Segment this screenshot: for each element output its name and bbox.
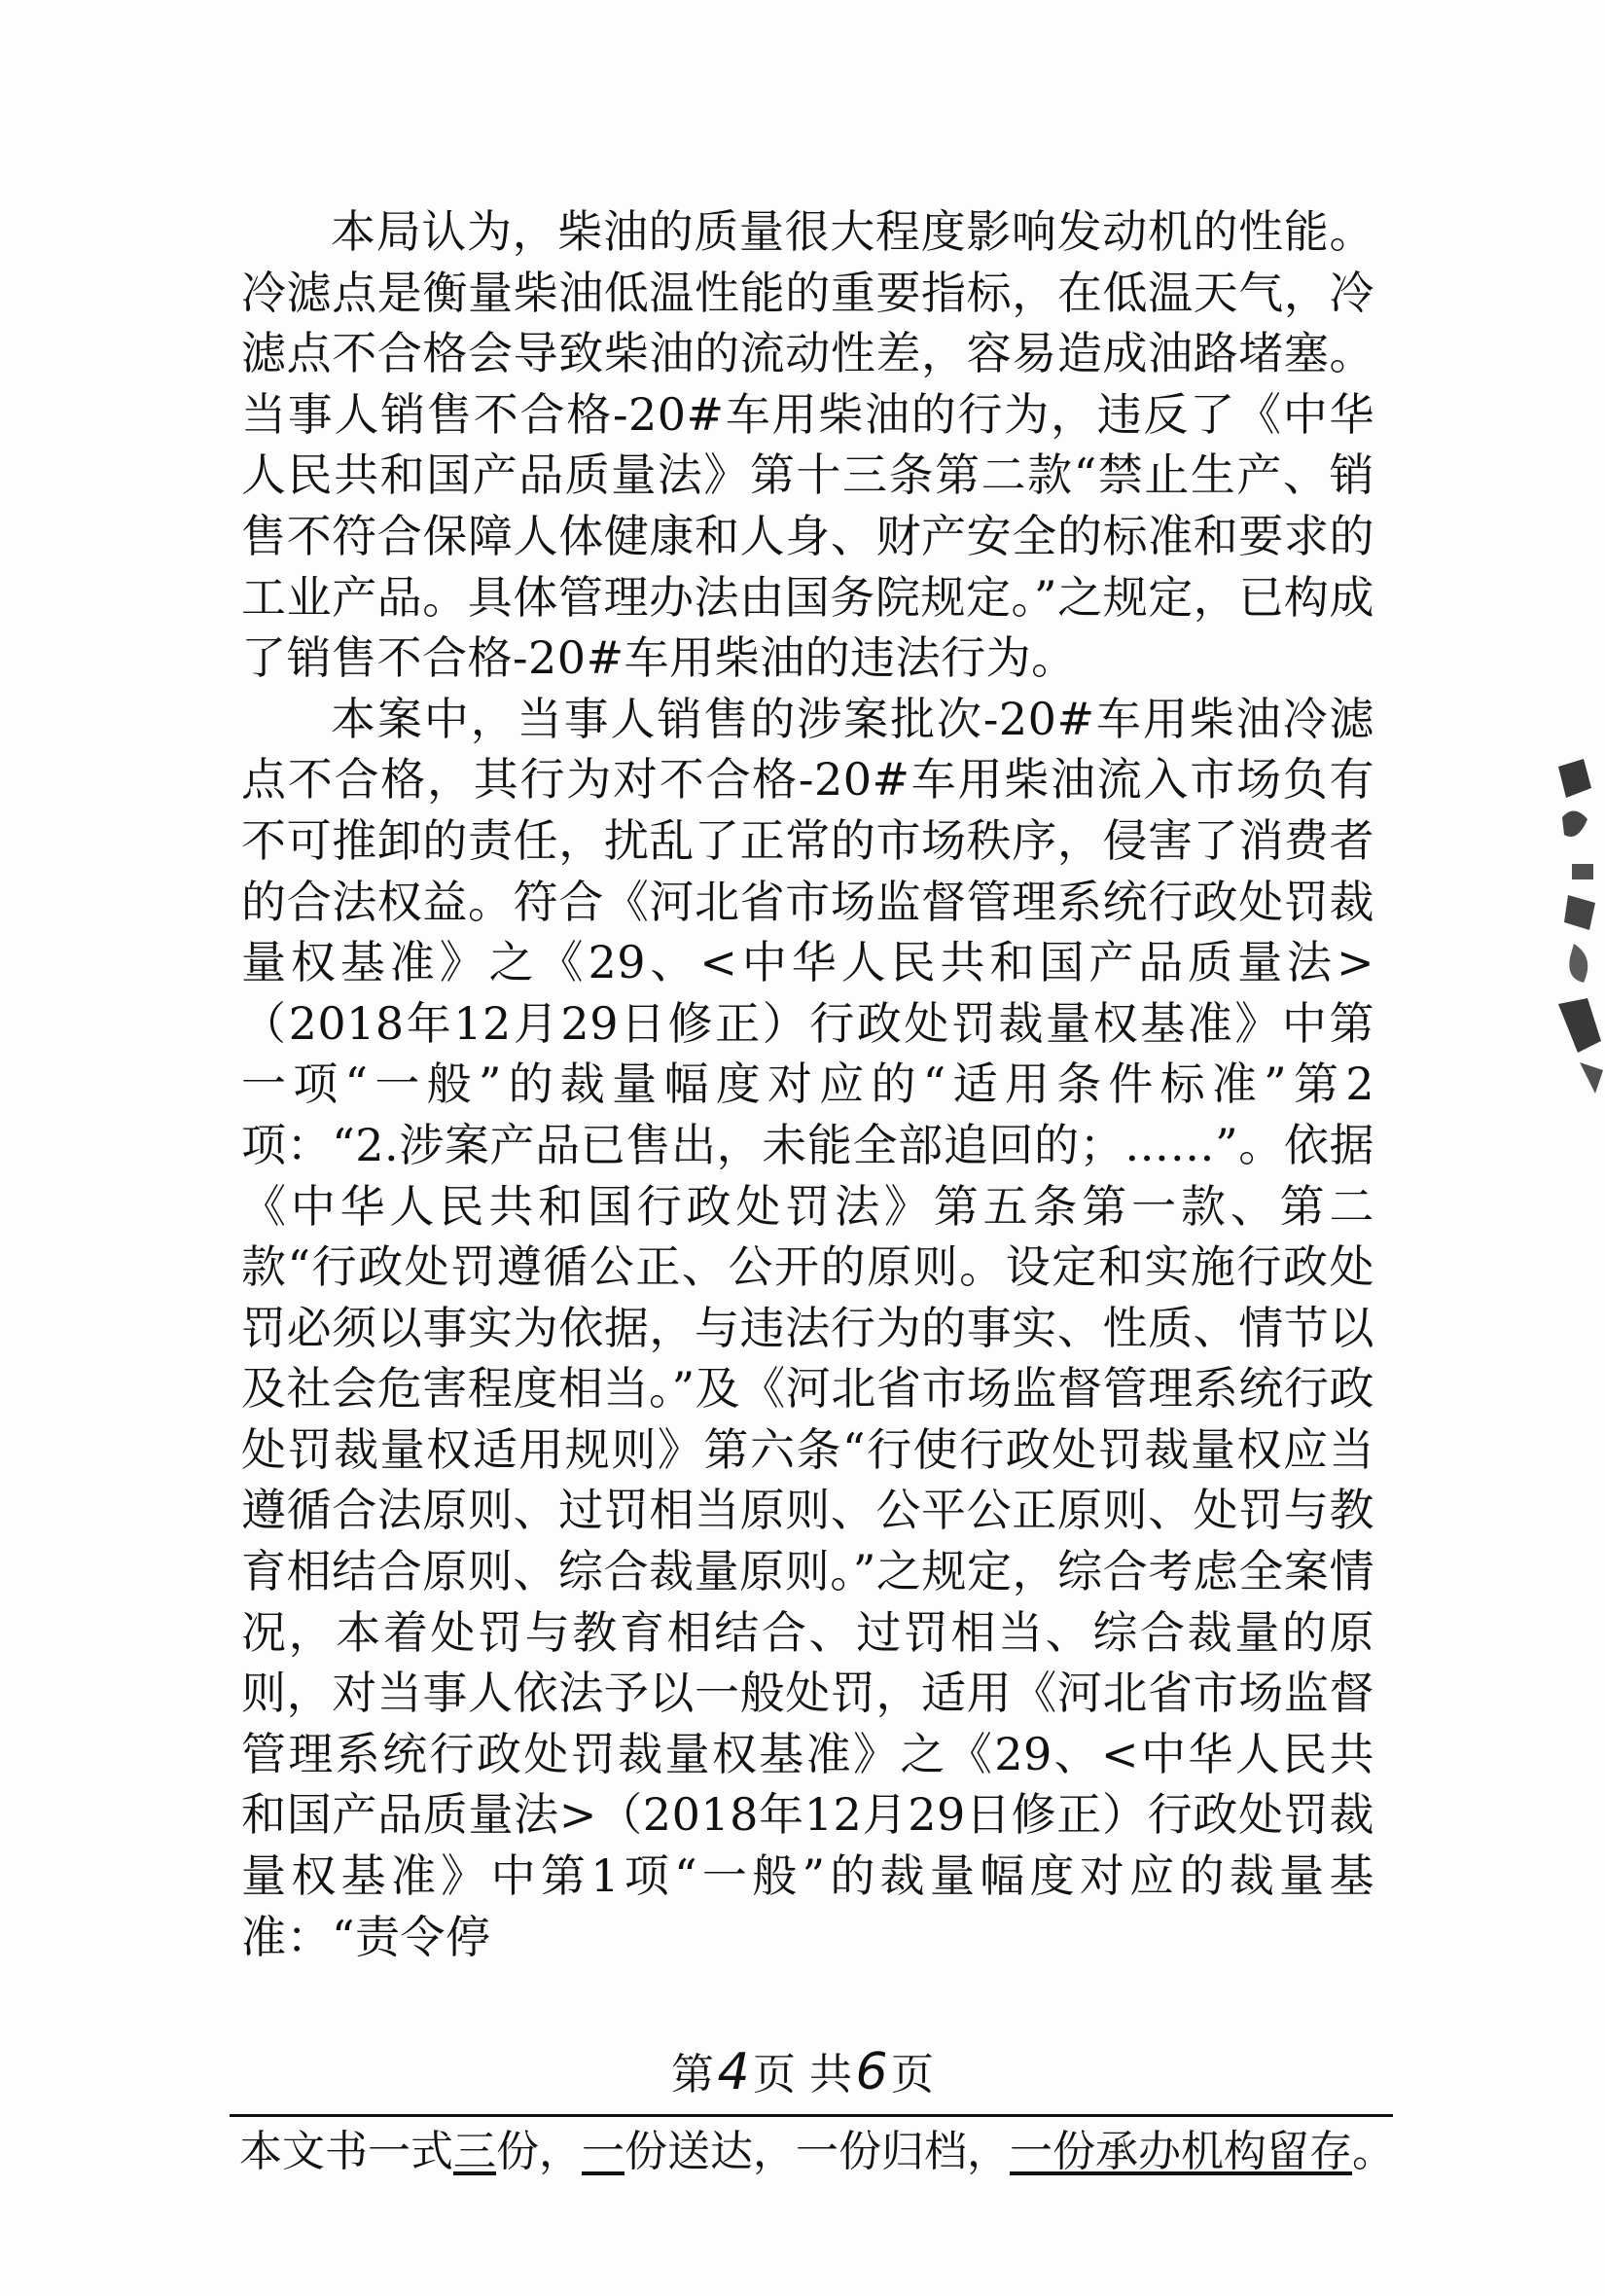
page-number bbox=[0, 2045, 1605, 2102]
paragraph-conclusion: 本局认为，柴油的质量很大程度影响发动机的性能。冷滤点是衡量柴油低温性能的重要指标，在低温天气，冷滤点不合格会导致柴油的流动性差，容易造成油路堵塞。当事人销售不合格-20#车用柴油的行为，违反了《中华人民共和国产品质量法》第十三条第二款“禁止生产、销售不符合保障人体健康和人身、财产安全的标准和要求的工业产品。具体管理办法由国务院规定。”之规定，已构成了销售不合格-20#车用柴油的违法行为。 bbox=[241, 205, 1374, 685]
page-number-prefix: 第 bbox=[671, 2050, 714, 2099]
footer-part-5: 。 bbox=[1352, 2127, 1395, 2176]
paragraph-penalty-basis: 本案中，当事人销售的涉案批次-20#车用柴油冷滤点不合格，其行为对不合格-20#车用柴油流入市场负有不可推卸的责任，扰乱了正常的市场秩序，侵害了消费者的合法权益。符合《河北省市场监督管理系统行政处罚裁量权基准》之《29、<中华人民共和国产品质量法>（2018年12月29日修正）行政处罚裁量权基准》中第一项“一般”的裁量幅度对应的“适用条件标准”第2项：“2.涉案产品已售出，未能全部追回的；……”。依据《中华人民共和国行政处罚法》第五条第一款、第二款“行政处罚遵循公正、公开的原则。设定和实施行政处罚必须以事实为依据，与违法行为的事实、性质、情节以及社会危害程度相当。”及《河北省市场监督管理系统行政处罚裁量权适用规则》第六条“行使行政处罚裁量权应当遵循合法原则、过罚相当原则、公平公正原则、处罚与教育相结合原则、综合裁量原则。”之规定，综合考虑全案情况，本着处罚与教育相结合、过罚相当、综合裁量的原则，对当事人依法予以一般处罚，适用《河北省市场监督管理系统行政处罚裁量权基准》之《29、<中华人民共和国产品质量法>（2018年12月29日修正）行政处罚裁量权基准》中第1项“一般”的裁量幅度对应的裁量基准：“责令停 bbox=[241, 692, 1374, 1963]
footer-copy-one: 一 bbox=[582, 2127, 624, 2176]
page-number-total: 6 bbox=[855, 2043, 888, 2101]
page-number-current: 4 bbox=[717, 2043, 750, 2101]
page-number-middle: 页 共 bbox=[753, 2050, 852, 2099]
footer-part-2: 份， bbox=[496, 2127, 582, 2176]
document-body bbox=[241, 201, 1374, 1967]
footer-part-1: 本文书一式 bbox=[239, 2127, 453, 2176]
seam-seal-stamp bbox=[1545, 749, 1605, 1099]
page-number-suffix: 页 bbox=[891, 2050, 934, 2099]
footer-copies: 三 bbox=[453, 2127, 496, 2176]
footer-part-4: 一份承办机构留存 bbox=[1010, 2127, 1352, 2176]
footer-note bbox=[239, 2123, 1395, 2181]
footer-divider bbox=[230, 2114, 1393, 2117]
footer-part-3: 份送达，一份归档， bbox=[624, 2127, 1010, 2176]
